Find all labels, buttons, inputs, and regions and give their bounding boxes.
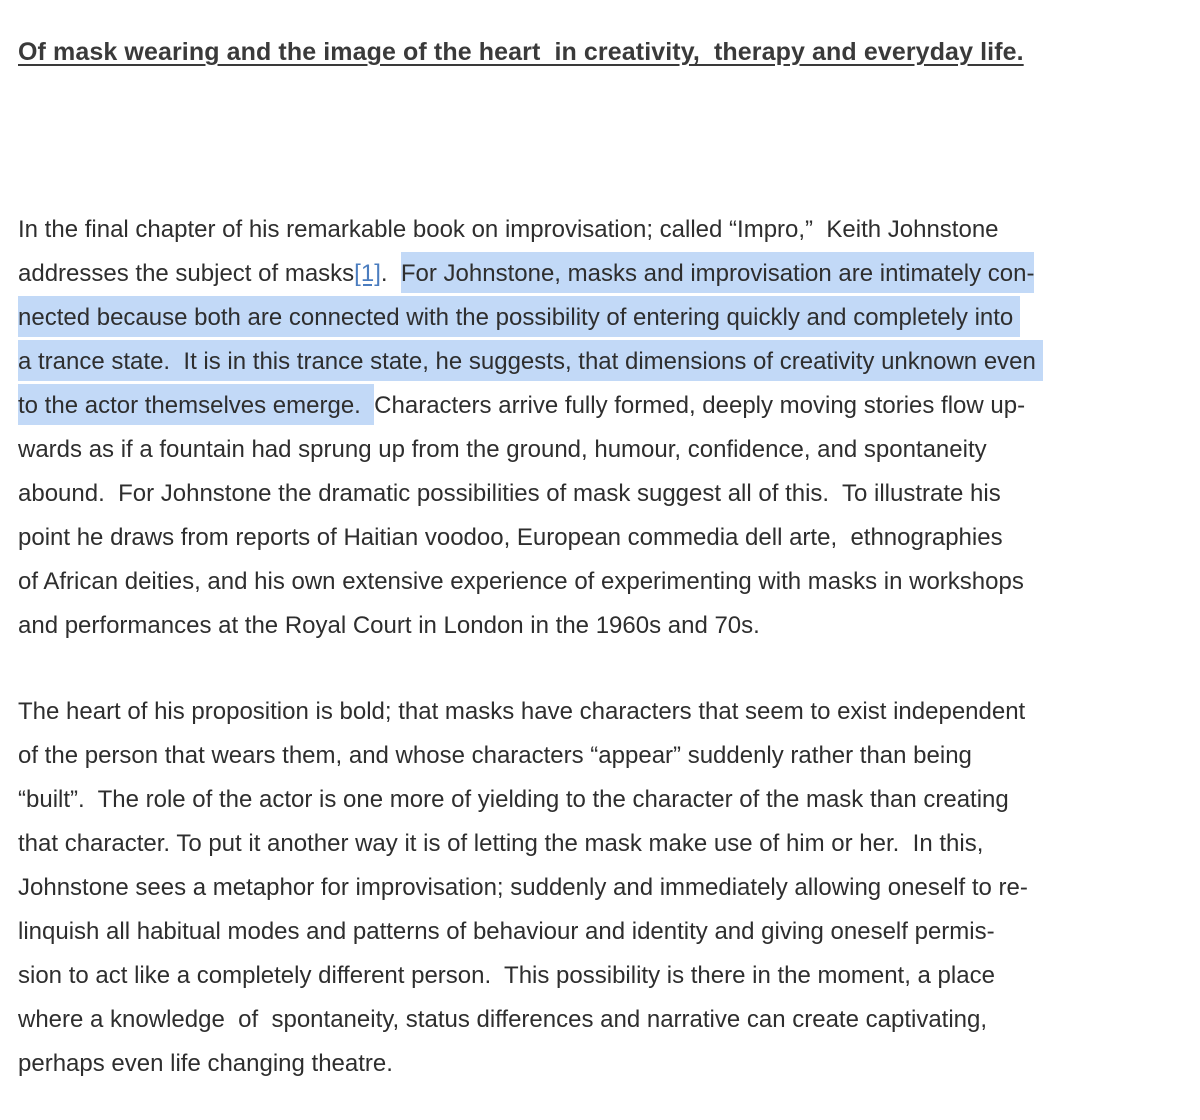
paragraph-line: point he draws from reports of Haitian voodoo, European commedia dell arte, ethnographies [18, 524, 1003, 551]
paragraph-line: Johnstone sees a metaphor for improvisation; suddenly and immediately allowing oneself to re- [18, 874, 1028, 901]
paragraph-line [18, 252, 1034, 296]
text-span: . [380, 260, 401, 287]
paragraph-line [18, 384, 1025, 428]
paragraph-line: “built”. The role of the actor is one more of yielding to the character of the mask than creating [18, 786, 1009, 813]
paragraph-line: The heart of his proposition is bold; that masks have characters that seem to exist independent [18, 698, 1026, 725]
paragraph-line: In the final chapter of his remarkable book on improvisation; called “Impro,” Keith Johnstone [18, 216, 999, 243]
paragraph-line: of African deities, and his own extensive experience of experimenting with masks in workshops [18, 568, 1024, 595]
paragraph-line: that character. To put it another way it is of letting the mask make use of him or her. In this, [18, 830, 984, 857]
paragraph-line: where a knowledge of spontaneity, status differences and narrative can create captivating, [18, 1006, 988, 1033]
selected-text: to the actor themselves emerge. [18, 384, 374, 425]
selected-text: a trance state. It is in this trance state, he suggests, that dimensions of creativity unknown even [18, 340, 1043, 381]
text-span: Characters arrive fully formed, deeply moving stories flow up- [374, 392, 1026, 419]
footnote-link[interactable]: [1] [354, 260, 381, 287]
paragraph-line: abound. For Johnstone the dramatic possibilities of mask suggest all of this. To illustrate his [18, 480, 1001, 507]
paragraph-line [18, 296, 1020, 340]
paragraph-line [18, 340, 1043, 384]
paragraph-line: linquish all habitual modes and patterns of behaviour and identity and giving oneself permis- [18, 918, 995, 945]
document-title: Of mask wearing and the image of the heart in creativity, therapy and everyday life. [18, 38, 1024, 66]
selected-text: For Johnstone, masks and improvisation are intimately con- [401, 252, 1035, 293]
paragraph-line: sion to act like a completely different person. This possibility is there in the moment, a place [18, 962, 995, 989]
text-span: addresses the subject of masks [18, 260, 355, 287]
paragraph-line: of the person that wears them, and whose characters “appear” suddenly rather than being [18, 742, 972, 769]
paragraph-line: wards as if a fountain had sprung up from the ground, humour, confidence, and spontaneity [18, 436, 987, 463]
selected-text: nected because both are connected with the possibility of entering quickly and completely into [18, 296, 1020, 337]
paragraph-line: and performances at the Royal Court in London in the 1960s and 70s. [18, 612, 760, 639]
paragraph-line: perhaps even life changing theatre. [18, 1050, 393, 1077]
